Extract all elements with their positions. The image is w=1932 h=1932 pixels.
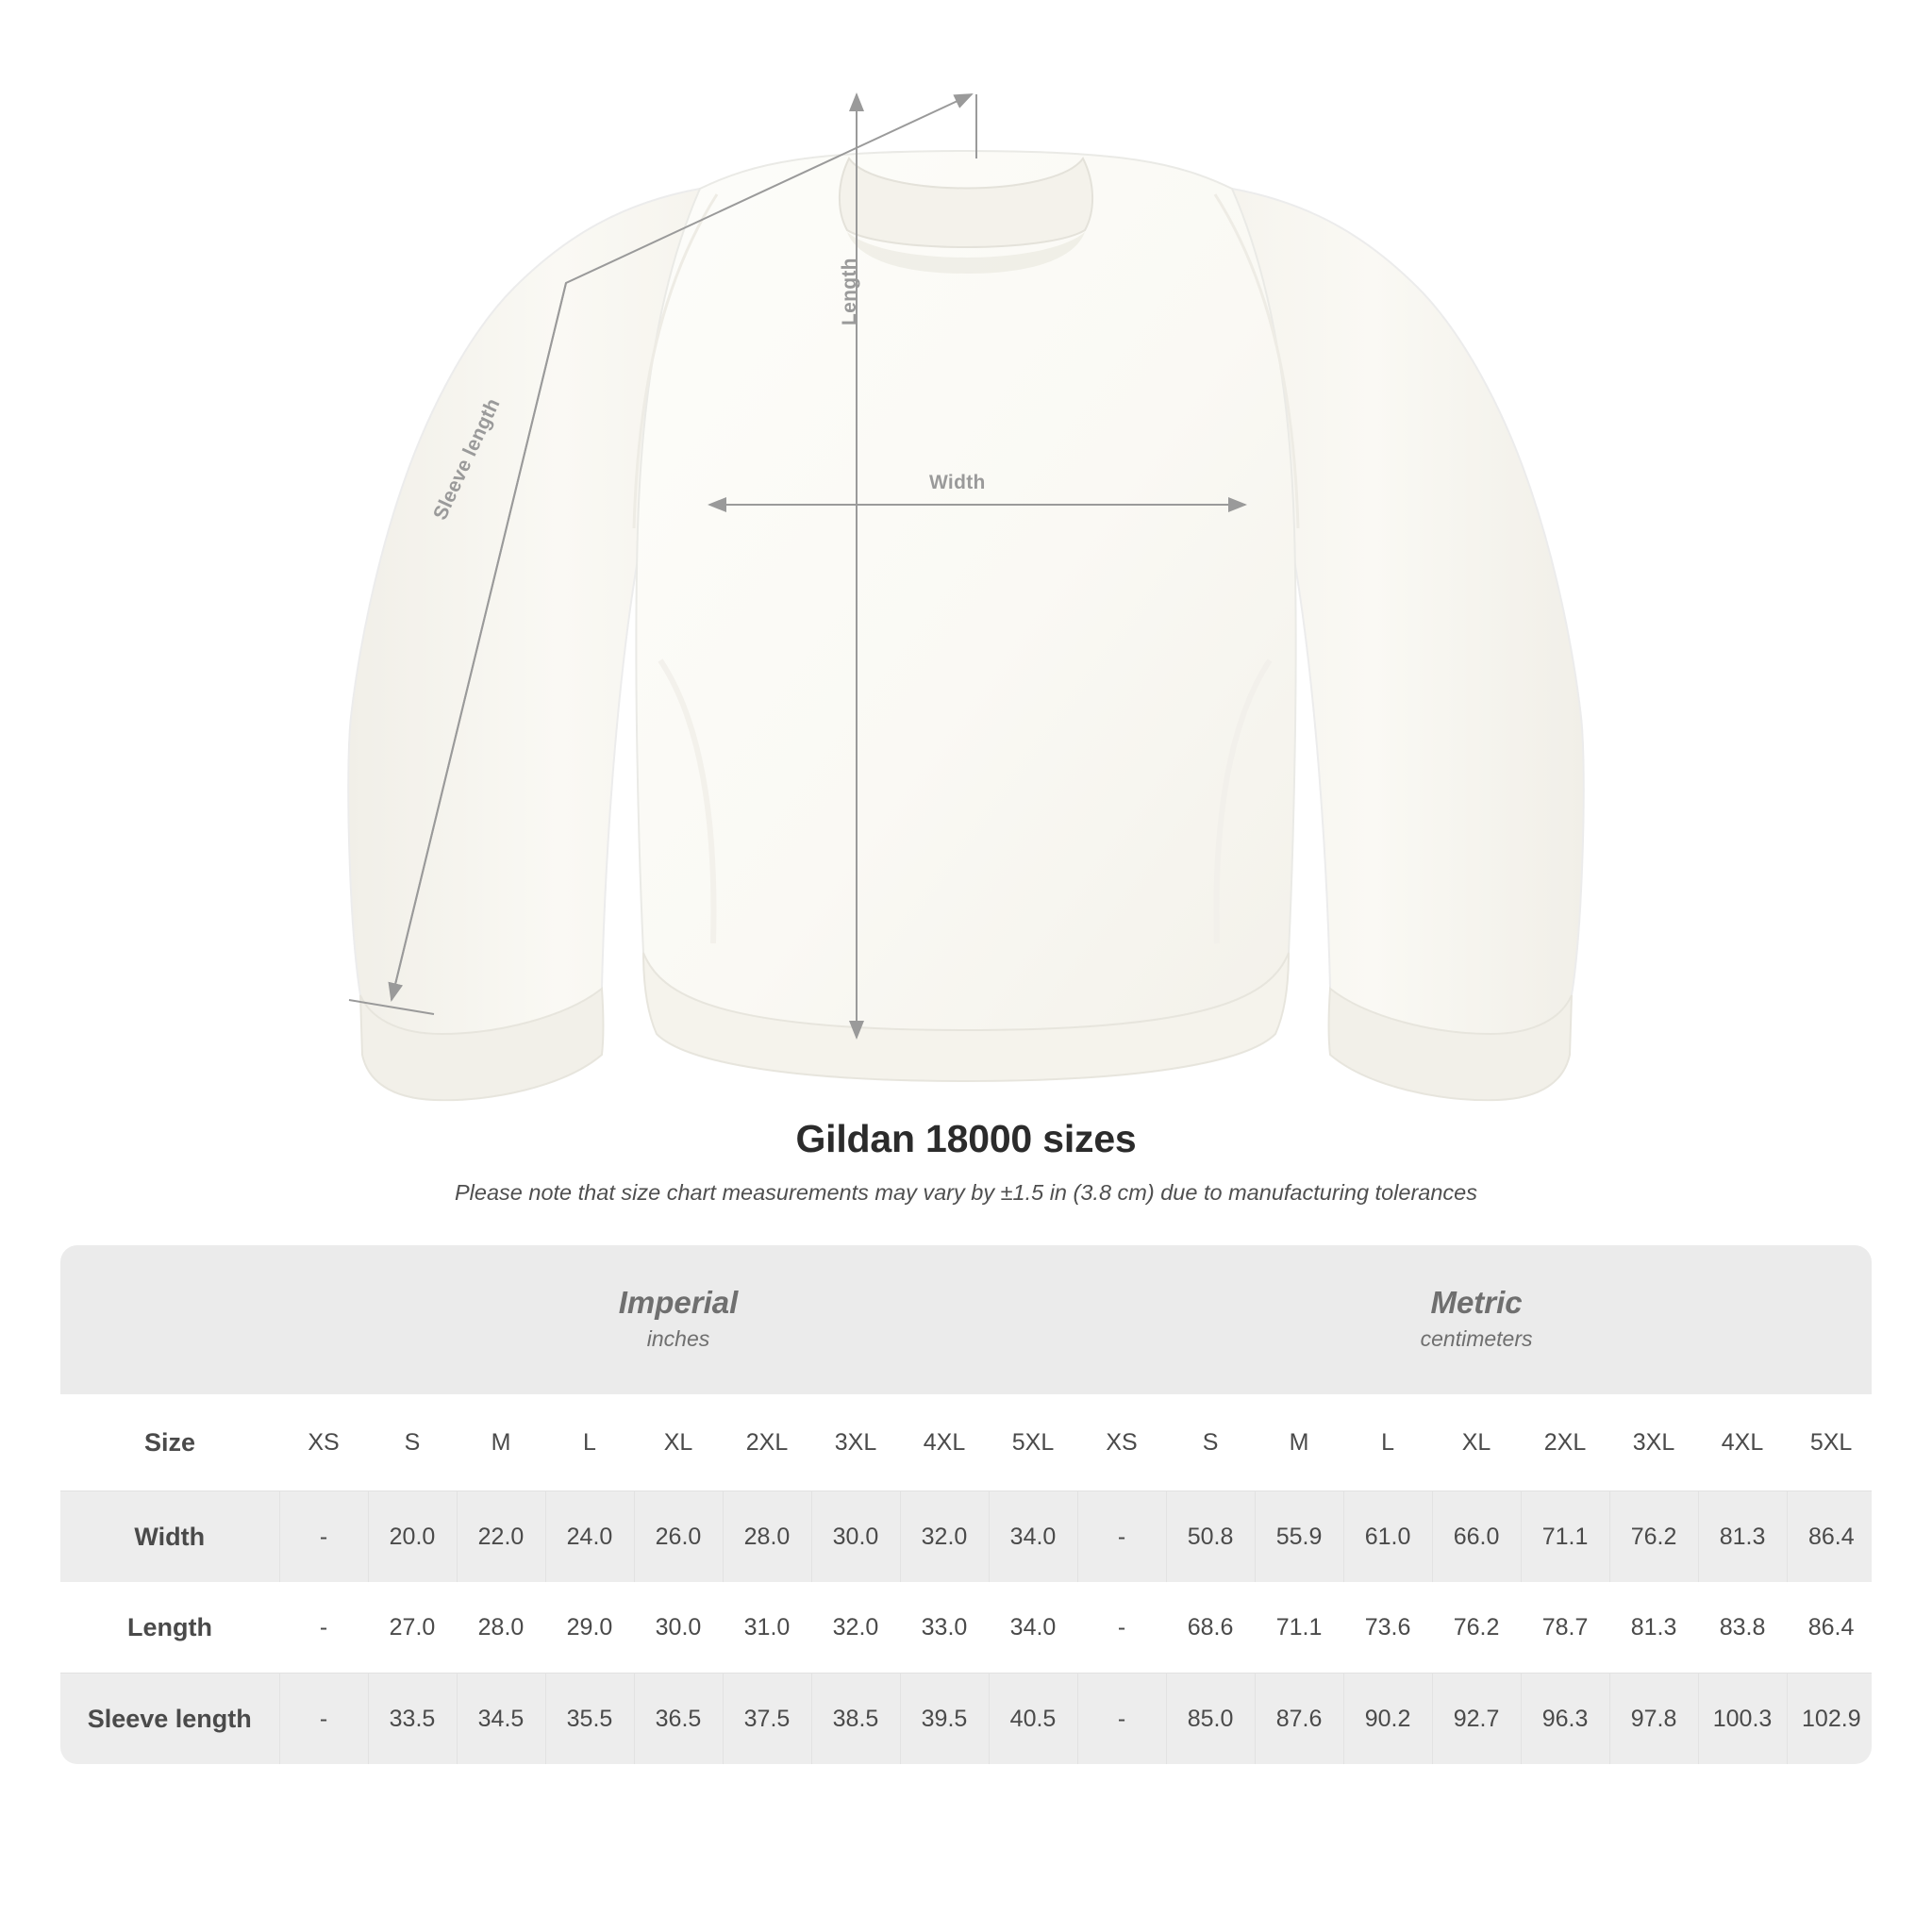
cell-width-imperial-l: 24.0 bbox=[545, 1491, 634, 1583]
tolerance-note: Please note that size chart measurements may vary by ±1.5 in (3.8 cm) due to manufacturing tolerances bbox=[455, 1180, 1477, 1205]
cell-length-metric-2xl: 78.7 bbox=[1541, 1613, 1589, 1641]
size-header-imperial-2xl: 2XL bbox=[723, 1394, 811, 1491]
cell-sleeve-metric-5xl: 102.9 bbox=[1787, 1674, 1872, 1765]
size-header-imperial-m: M bbox=[457, 1394, 545, 1491]
cell-length-metric-xs: - bbox=[1117, 1613, 1126, 1641]
cell-length-imperial-s: 27.0 bbox=[389, 1613, 436, 1641]
table-row bbox=[60, 1674, 1872, 1765]
size-header-imperial-l: L bbox=[545, 1394, 634, 1491]
cell-sleeve-imperial-2xl: 37.5 bbox=[723, 1674, 811, 1765]
cell-length-metric-m: 71.1 bbox=[1275, 1613, 1323, 1641]
cell-width-metric-l: 61.0 bbox=[1343, 1491, 1432, 1583]
cell-width-metric-xs: - bbox=[1077, 1491, 1166, 1583]
unit-header-spacer bbox=[60, 1245, 279, 1394]
table-row bbox=[60, 1491, 1872, 1583]
cell-sleeve-metric-s: 85.0 bbox=[1166, 1674, 1255, 1765]
size-header-metric-2xl: 2XL bbox=[1521, 1394, 1609, 1491]
cell-width-metric-2xl: 71.1 bbox=[1521, 1491, 1609, 1583]
cell-length-metric-3xl: 81.3 bbox=[1630, 1613, 1677, 1641]
cell-width-imperial-5xl: 34.0 bbox=[989, 1491, 1077, 1583]
cell-length-metric-l: 73.6 bbox=[1364, 1613, 1411, 1641]
cell-width-imperial-xl: 26.0 bbox=[634, 1491, 723, 1583]
page-title: Gildan 18000 sizes bbox=[795, 1117, 1137, 1160]
unit-group-imperial-name: Imperial bbox=[618, 1284, 739, 1320]
unit-group-metric-name: Metric bbox=[1430, 1284, 1523, 1320]
cell-width-imperial-s: 20.0 bbox=[368, 1491, 457, 1583]
size-header-metric-5xl: 5XL bbox=[1787, 1394, 1872, 1491]
size-header-label: Size bbox=[60, 1394, 279, 1491]
cell-length-imperial-xs: - bbox=[319, 1613, 328, 1641]
unit-group-metric-sub: centimeters bbox=[1420, 1326, 1533, 1352]
cell-sleeve-imperial-l: 35.5 bbox=[545, 1674, 634, 1765]
row-label-width: Width bbox=[60, 1491, 279, 1583]
size-header-metric-xl: XL bbox=[1432, 1394, 1521, 1491]
size-header-metric-3xl: 3XL bbox=[1609, 1394, 1698, 1491]
cell-sleeve-metric-l: 90.2 bbox=[1343, 1674, 1432, 1765]
cell-width-metric-4xl: 81.3 bbox=[1698, 1491, 1787, 1583]
cell-sleeve-imperial-s: 33.5 bbox=[368, 1674, 457, 1765]
cell-length-imperial-xl: 30.0 bbox=[655, 1613, 702, 1641]
size-header-metric-4xl: 4XL bbox=[1698, 1394, 1787, 1491]
cell-length-imperial-l: 29.0 bbox=[566, 1613, 613, 1641]
cell-sleeve-metric-2xl: 96.3 bbox=[1521, 1674, 1609, 1765]
cell-width-imperial-3xl: 30.0 bbox=[811, 1491, 900, 1583]
size-header-metric-s: S bbox=[1166, 1394, 1255, 1491]
cell-sleeve-imperial-xl: 36.5 bbox=[634, 1674, 723, 1765]
cell-length-imperial-m: 28.0 bbox=[477, 1613, 525, 1641]
cell-width-metric-m: 55.9 bbox=[1255, 1491, 1343, 1583]
cell-length-imperial-2xl: 31.0 bbox=[743, 1613, 791, 1641]
unit-header-row bbox=[60, 1245, 1872, 1394]
cell-sleeve-imperial-xs: - bbox=[279, 1674, 368, 1765]
cell-length-imperial-4xl: 33.0 bbox=[921, 1613, 968, 1641]
cell-sleeve-metric-xl: 92.7 bbox=[1432, 1674, 1521, 1765]
cell-width-imperial-xs: - bbox=[279, 1491, 368, 1583]
cell-length-metric-xl: 76.2 bbox=[1453, 1613, 1500, 1641]
cell-sleeve-metric-4xl: 100.3 bbox=[1698, 1674, 1787, 1765]
cell-sleeve-metric-3xl: 97.8 bbox=[1609, 1674, 1698, 1765]
unit-group-imperial bbox=[279, 1245, 1077, 1394]
sweatshirt-shape bbox=[348, 151, 1584, 1100]
title-block bbox=[0, 1117, 1932, 1206]
row-label-sleeve-length: Sleeve length bbox=[60, 1674, 279, 1765]
cell-sleeve-metric-xs: - bbox=[1077, 1674, 1166, 1765]
cell-width-imperial-2xl: 28.0 bbox=[723, 1491, 811, 1583]
size-header-metric-m: M bbox=[1255, 1394, 1343, 1491]
cell-width-metric-3xl: 76.2 bbox=[1609, 1491, 1698, 1583]
size-header-imperial-xs: XS bbox=[279, 1394, 368, 1491]
cell-width-imperial-4xl: 32.0 bbox=[900, 1491, 989, 1583]
cell-sleeve-imperial-m: 34.5 bbox=[457, 1674, 545, 1765]
cell-width-imperial-m: 22.0 bbox=[457, 1491, 545, 1583]
cell-length-metric-5xl: 86.4 bbox=[1807, 1613, 1855, 1641]
size-table-wrapper bbox=[60, 1245, 1872, 1764]
size-header-imperial-4xl: 4XL bbox=[900, 1394, 989, 1491]
sleeve-length-dimension-label: Sleeve length bbox=[429, 394, 505, 524]
size-header-metric-xs: XS bbox=[1077, 1394, 1166, 1491]
cell-sleeve-imperial-3xl: 38.5 bbox=[811, 1674, 900, 1765]
cell-sleeve-metric-m: 87.6 bbox=[1255, 1674, 1343, 1765]
cell-length-metric-4xl: 83.8 bbox=[1719, 1613, 1766, 1641]
size-header-row bbox=[60, 1394, 1872, 1491]
size-header-metric-l: L bbox=[1343, 1394, 1432, 1491]
cell-width-metric-s: 50.8 bbox=[1166, 1491, 1255, 1583]
size-header-imperial-5xl: 5XL bbox=[989, 1394, 1077, 1491]
table-row bbox=[60, 1582, 1872, 1674]
unit-group-imperial-sub: inches bbox=[646, 1326, 710, 1352]
cell-width-metric-xl: 66.0 bbox=[1432, 1491, 1521, 1583]
unit-group-metric bbox=[1077, 1245, 1872, 1394]
size-header-imperial-s: S bbox=[368, 1394, 457, 1491]
cell-length-metric-s: 68.6 bbox=[1187, 1613, 1234, 1641]
cell-length-imperial-5xl: 34.0 bbox=[1009, 1613, 1057, 1641]
row-label-length: Length bbox=[127, 1612, 212, 1641]
size-header-imperial-3xl: 3XL bbox=[811, 1394, 900, 1491]
width-dimension-label: Width bbox=[929, 472, 986, 493]
size-table bbox=[60, 1245, 1872, 1764]
cell-sleeve-imperial-5xl: 40.5 bbox=[989, 1674, 1077, 1765]
size-header-imperial-xl: XL bbox=[634, 1394, 723, 1491]
cell-sleeve-imperial-4xl: 39.5 bbox=[900, 1674, 989, 1765]
cell-length-imperial-3xl: 32.0 bbox=[832, 1613, 879, 1641]
cell-width-metric-5xl: 86.4 bbox=[1787, 1491, 1872, 1583]
length-dimension-label: Length bbox=[839, 258, 860, 325]
